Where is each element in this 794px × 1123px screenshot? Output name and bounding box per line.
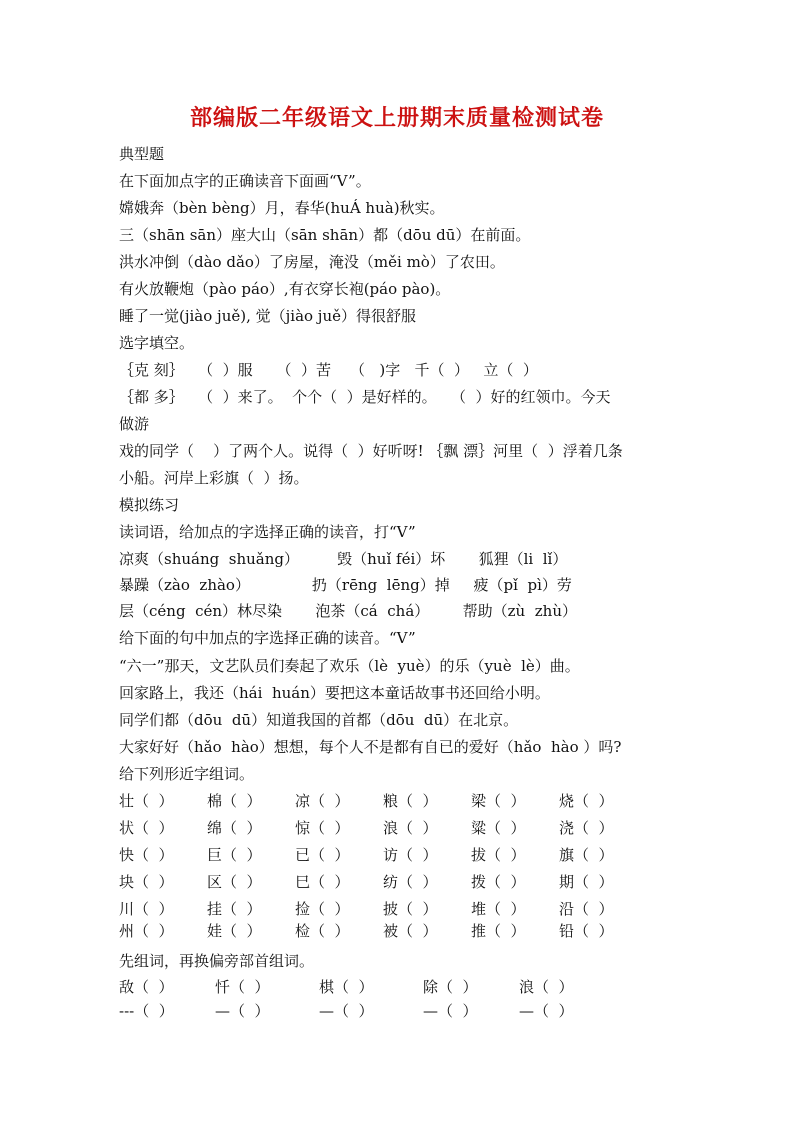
grid-cell: 已（ ） xyxy=(295,846,350,864)
page-title: 部编版二年级语文上册期末质量检测试卷 xyxy=(189,105,604,131)
grid-cell: 检（ ） xyxy=(295,922,350,940)
grid-cell: 棉（ ） xyxy=(207,792,262,810)
text-line: 凉爽（shuáng shuǎng） 毁（huǐ féi）坏 狐狸（li lǐ） xyxy=(119,550,568,568)
radical-cell: —（ ） xyxy=(423,1002,478,1020)
grid-cell: 拔（ ） xyxy=(471,846,526,864)
radical-cell: —（ ） xyxy=(519,1002,574,1020)
text-line: 大家好好（hǎo hào）想想，每个人不是都有自已的爱好（hǎo hào ）吗? xyxy=(119,738,622,756)
grid-cell: 推（ ） xyxy=(471,922,526,940)
grid-cell: 娃（ ） xyxy=(207,922,262,940)
text-line: 同学们都（dōu dū）知道我国的首都（dōu dū）在北京。 xyxy=(119,711,519,729)
grid-cell: 凉（ ） xyxy=(295,792,350,810)
text-line: 典型题 xyxy=(119,145,165,163)
text-line: 给下面的句中加点的字选择正确的读音。“V” xyxy=(119,629,416,647)
text-line: ｛都 多｝ （ ）来了。 个个（ ）是好样的。 （ ）好的红领巾。今天 xyxy=(119,388,611,406)
text-line: 选字填空。 xyxy=(119,334,195,352)
text-line: 暴躁（zào zhào） 扔（rēng lēng）掉 疲（pǐ pì）劳 xyxy=(119,576,572,594)
grid-cell: 拨（ ） xyxy=(471,873,526,891)
grid-cell: 浇（ ） xyxy=(559,819,614,837)
grid-cell: 披（ ） xyxy=(383,900,438,918)
grid-cell: 状（ ） xyxy=(119,819,174,837)
grid-cell: 绵（ ） xyxy=(207,819,262,837)
grid-cell: 巳（ ） xyxy=(295,873,350,891)
text-line: 给下列形近字组词。 xyxy=(119,765,255,783)
radical-cell: ---（ ） xyxy=(119,1002,174,1020)
radical-cell: 棋（ ） xyxy=(319,978,374,996)
grid-cell: 期（ ） xyxy=(559,873,614,891)
radical-cell: 敌（ ） xyxy=(119,978,174,996)
text-line: 回家路上，我还（hái huán）要把这本童话故事书还回给小明。 xyxy=(119,684,550,702)
grid-cell: 挂（ ） xyxy=(207,900,262,918)
radical-cell: 除（ ） xyxy=(423,978,478,996)
grid-cell: 梁（ ） xyxy=(471,792,526,810)
grid-cell: 烧（ ） xyxy=(559,792,614,810)
grid-cell: 惊（ ） xyxy=(295,819,350,837)
text-line: 读词语，给加点的字选择正确的读音，打“V” xyxy=(119,523,416,541)
grid-cell: 区（ ） xyxy=(207,873,262,891)
grid-cell: 堆（ ） xyxy=(471,900,526,918)
text-line: 三（shān sān）座大山（sān shān）都（dōu dū）在前面。 xyxy=(119,226,531,244)
grid-cell: 粮（ ） xyxy=(383,792,438,810)
grid-cell: 访（ ） xyxy=(383,846,438,864)
section-heading-radicals: 先组词，再换偏旁部首组词。 xyxy=(119,952,315,970)
text-line: 小船。河岸上彩旗（ ）扬。 xyxy=(119,469,309,487)
grid-cell: 州（ ） xyxy=(119,922,174,940)
grid-cell: 旗（ ） xyxy=(559,846,614,864)
grid-cell: 块（ ） xyxy=(119,873,174,891)
radical-cell: 忏（ ） xyxy=(215,978,270,996)
grid-cell: 被（ ） xyxy=(383,922,438,940)
text-line: 睡了一觉(jiào juě), 觉（jiào juě）得很舒服 xyxy=(119,307,416,325)
grid-cell: 壮（ ） xyxy=(119,792,174,810)
text-line: 有火放鞭炮（pào páo）,有衣穿长袍(páo pào)。 xyxy=(119,280,451,298)
text-line: 在下面加点字的正确读音下面画“V”。 xyxy=(119,172,371,190)
text-line: 洪水冲倒（dào dǎo）了房屋，淹没（měi mò）了农田。 xyxy=(119,253,505,271)
grid-cell: 快（ ） xyxy=(119,846,174,864)
text-line: 层（céng cén）林尽染 泡茶（cá chá） 帮助（zù zhù） xyxy=(119,602,577,620)
grid-cell: 粱（ ） xyxy=(471,819,526,837)
grid-cell: 纺（ ） xyxy=(383,873,438,891)
radical-cell: 浪（ ） xyxy=(519,978,574,996)
text-line: 戏的同学（ ）了两个人。说得（ ）好听呀! ｛飘 漂｝河里（ ）浮着几条 xyxy=(119,442,623,460)
grid-cell: 浪（ ） xyxy=(383,819,438,837)
grid-cell: 捡（ ） xyxy=(295,900,350,918)
grid-cell: 沿（ ） xyxy=(559,900,614,918)
grid-cell: 铅（ ） xyxy=(559,922,614,940)
text-line: 模拟练习 xyxy=(119,496,180,514)
grid-cell: 川（ ） xyxy=(119,900,174,918)
grid-cell: 巨（ ） xyxy=(207,846,262,864)
text-line: “六一”那天，文艺队员们奏起了欢乐（lè yuè）的乐（yuè lè）曲。 xyxy=(119,657,580,675)
text-line: ｛克 刻｝ （ ）服 （ ）苦 （ )字 千（ ） 立（ ） xyxy=(119,361,538,379)
text-line: 做游 xyxy=(119,415,150,433)
radical-cell: —（ ） xyxy=(319,1002,374,1020)
text-line: 嫦娥奔（bèn bèng）月，春华(huÁ huà)秋实。 xyxy=(119,199,445,217)
radical-cell: —（ ） xyxy=(215,1002,270,1020)
